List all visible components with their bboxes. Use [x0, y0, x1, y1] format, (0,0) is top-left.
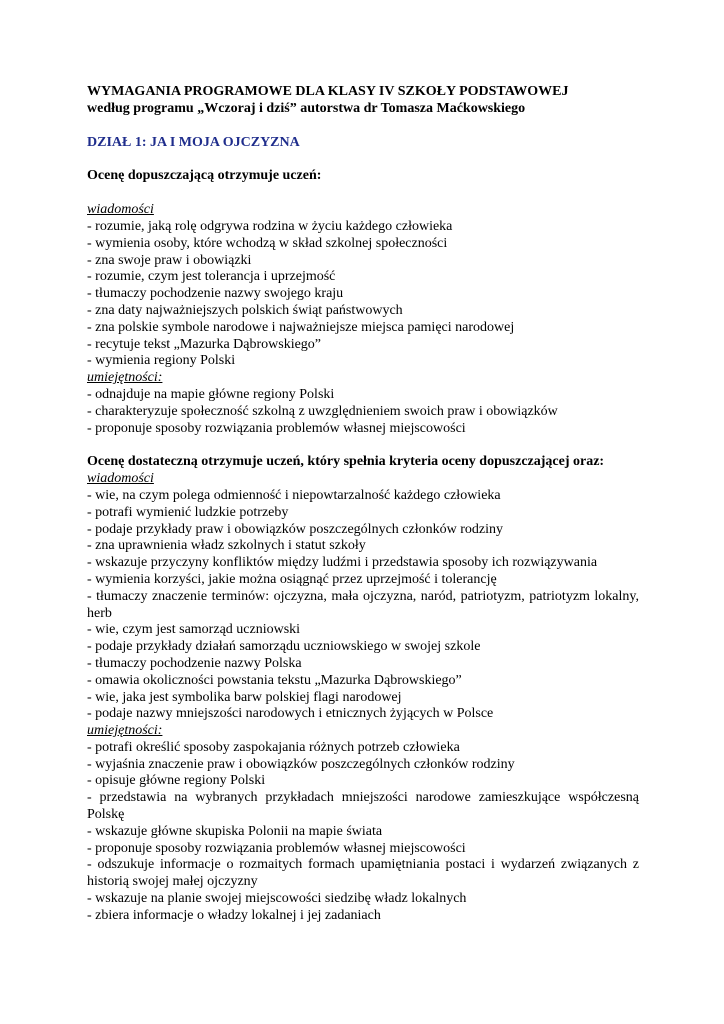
list-item: - wymienia korzyści, jakie można osiągnąć przez uprzejmość i tolerancję — [87, 571, 497, 587]
grade-heading-dostateczna: Ocenę dostateczną otrzymuje uczeń, który spełnia kryteria oceny dopuszczającej oraz: — [87, 454, 605, 470]
grade-heading-dopuszczajaca: Ocenę dopuszczającą otrzymuje uczeń: — [87, 168, 322, 184]
list-item: - zna polskie symbole narodowe i najważniejsze miejsca pamięci narodowej — [87, 319, 515, 335]
list-item: - zbiera informacje o władzy lokalnej i jej zadaniach — [87, 907, 381, 923]
list-item: - wskazuje na planie swojej miejscowości siedzibę władz lokalnych — [87, 891, 467, 907]
grade1-section — [87, 202, 639, 437]
list-item: - zna swoje praw i obowiązki — [87, 252, 252, 268]
list-item: - odszukuje informacje o rozmaitych formach upamiętniania postaci i wydarzeń związanych z historią swojej małej ojczyzny — [87, 857, 639, 890]
list-item: - rozumie, czym jest tolerancja i uprzejmość — [87, 269, 336, 285]
list-item: - potrafi określić sposoby zaspokajania różnych potrzeb człowieka — [87, 739, 460, 755]
list-item: - charakteryzuje społeczność szkolną z uwzględnieniem swoich praw i obowiązków — [87, 403, 558, 419]
list-item: - wie, na czym polega odmienność i niepowtarzalność każdego człowieka — [87, 487, 501, 503]
category-label-umiejetnosci: umiejętności: — [87, 723, 163, 739]
list-item: - wymienia regiony Polski — [87, 353, 236, 369]
list-item: - odnajduje na mapie główne regiony Polski — [87, 386, 335, 402]
spacer — [87, 185, 639, 202]
list-grade1-wiadomosci — [87, 219, 639, 370]
section-title: DZIAŁ 1: JA I MOJA OJCZYZNA — [87, 134, 300, 150]
category-label-wiadomosci: wiadomości — [87, 471, 154, 487]
document-title: WYMAGANIA PROGRAMOWE DLA KLASY IV SZKOŁY PODSTAWOWEJ — [87, 84, 569, 99]
list-item: - tłumaczy znaczenie terminów: ojczyzna, mała ojczyzna, naród, patriotyzm, patriotyzm lokalny, herb — [87, 588, 639, 621]
list-item: - przedstawia na wybranych przykładach mniejszości narodowe zamieszkujące współczesną Polskę — [87, 790, 639, 823]
list-item: - wie, czym jest samorząd uczniowski — [87, 622, 301, 638]
list-item: - zna uprawnienia władz szkolnych i statut szkoły — [87, 538, 366, 554]
grade2-section — [87, 471, 639, 925]
list-item: - potrafi wymienić ludzkie potrzeby — [87, 504, 289, 520]
list-grade2-umiejetnosci — [87, 740, 639, 925]
list-item: - wskazuje przyczyny konfliktów między ludźmi i przedstawia sposoby ich rozwiązywania — [87, 555, 598, 571]
list-item: - rozumie, jaką rolę odgrywa rodzina w życiu każdego człowieka — [87, 218, 453, 234]
list-item: - wie, jaka jest symbolika barw polskiej flagi narodowej — [87, 689, 402, 705]
document-subtitle: według programu „Wczoraj i dziś” autorstwa dr Tomasza Maćkowskiego — [87, 100, 526, 116]
list-item: - podaje przykłady praw i obowiązków poszczególnych członków rodziny — [87, 521, 503, 537]
list-item: - wskazuje główne skupiska Polonii na mapie świata — [87, 823, 383, 839]
list-item: - podaje nazwy mniejszości narodowych i etnicznych żyjących w Polsce — [87, 706, 494, 722]
list-item: - opisuje główne regiony Polski — [87, 773, 266, 789]
list-item: - tłumaczy pochodzenie nazwy Polska — [87, 655, 302, 671]
list-item: - tłumaczy pochodzenie nazwy swojego kraju — [87, 286, 344, 302]
list-item: - wyjaśnia znaczenie praw i obowiązków poszczególnych członków rodziny — [87, 756, 515, 772]
list-grade1-umiejetnosci — [87, 387, 639, 437]
document-page — [87, 84, 639, 925]
list-item: - proponuje sposoby rozwiązania problemów własnej miejscowości — [87, 840, 466, 856]
list-item: - recytuje tekst „Mazurka Dąbrowskiego” — [87, 336, 322, 352]
list-item: - proponuje sposoby rozwiązania problemów własnej miejscowości — [87, 420, 466, 436]
list-item: - podaje przykłady działań samorządu uczniowskiego w swojej szkole — [87, 639, 481, 655]
list-item: - wymienia osoby, które wchodzą w skład szkolnej społeczności — [87, 235, 448, 251]
category-label-umiejetnosci: umiejętności: — [87, 370, 163, 386]
list-item: - omawia okoliczności powstania tekstu „Mazurka Dąbrowskiego” — [87, 672, 462, 688]
list-item: - zna daty najważniejszych polskich świąt państwowych — [87, 302, 403, 318]
category-label-wiadomosci: wiadomości — [87, 202, 154, 218]
list-grade2-wiadomosci — [87, 488, 639, 723]
